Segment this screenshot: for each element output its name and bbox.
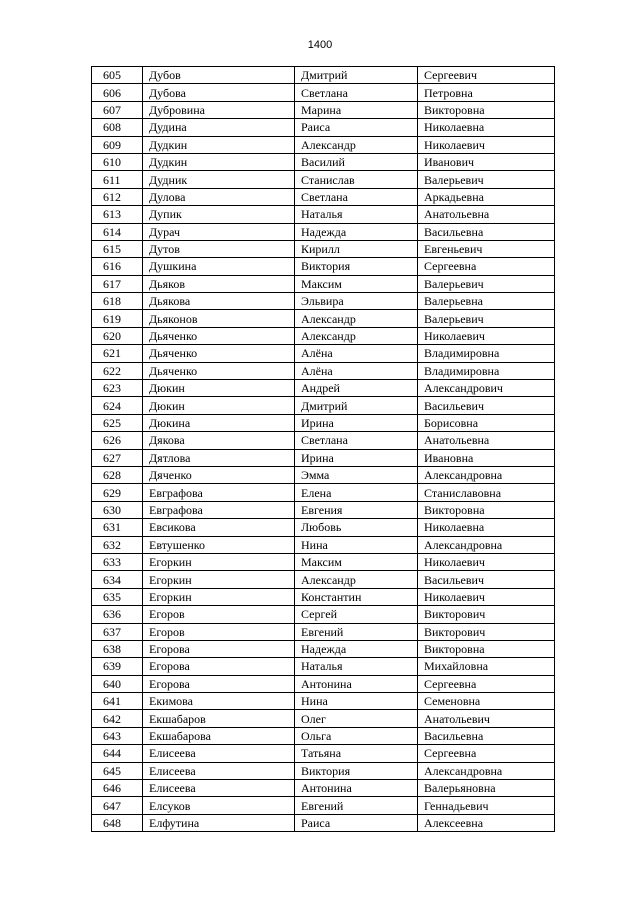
- last-name-cell: Дудкин: [143, 136, 295, 153]
- table-row: [92, 640, 555, 657]
- table-row: [92, 101, 555, 118]
- table-row: [92, 501, 555, 518]
- last-name-cell: Дубов: [143, 67, 295, 84]
- last-name-cell: Евтушенко: [143, 536, 295, 553]
- last-name-cell: Екшабарова: [143, 727, 295, 744]
- table-row: [92, 345, 555, 362]
- row-number-cell: 620: [92, 327, 143, 344]
- first-name-cell: Станислав: [295, 171, 418, 188]
- table-row: [92, 206, 555, 223]
- patronymic-cell: Владимировна: [418, 362, 555, 379]
- patronymic-cell: Анатольевна: [418, 206, 555, 223]
- patronymic-cell: Николаевич: [418, 136, 555, 153]
- row-number-cell: 644: [92, 745, 143, 762]
- row-number-cell: 637: [92, 623, 143, 640]
- patronymic-cell: Станиславовна: [418, 484, 555, 501]
- patronymic-cell: Николаевич: [418, 553, 555, 570]
- patronymic-cell: Викторович: [418, 623, 555, 640]
- last-name-cell: Егоркин: [143, 553, 295, 570]
- patronymic-cell: Сергеевна: [418, 675, 555, 692]
- row-number-cell: 605: [92, 67, 143, 84]
- first-name-cell: Ольга: [295, 727, 418, 744]
- first-name-cell: Алёна: [295, 345, 418, 362]
- patronymic-cell: Ивановна: [418, 449, 555, 466]
- table-row: [92, 432, 555, 449]
- first-name-cell: Светлана: [295, 84, 418, 101]
- patronymic-cell: Викторовна: [418, 640, 555, 657]
- patronymic-cell: Васильевна: [418, 223, 555, 240]
- first-name-cell: Константин: [295, 588, 418, 605]
- row-number-cell: 634: [92, 571, 143, 588]
- patronymic-cell: Сергеевна: [418, 258, 555, 275]
- last-name-cell: Дякова: [143, 432, 295, 449]
- last-name-cell: Дудник: [143, 171, 295, 188]
- table-row: [92, 727, 555, 744]
- first-name-cell: Светлана: [295, 432, 418, 449]
- row-number-cell: 648: [92, 814, 143, 831]
- first-name-cell: Наталья: [295, 206, 418, 223]
- first-name-cell: Олег: [295, 710, 418, 727]
- last-name-cell: Дутов: [143, 240, 295, 257]
- patronymic-cell: Викторовна: [418, 501, 555, 518]
- table-row: [92, 675, 555, 692]
- table-row: [92, 362, 555, 379]
- patronymic-cell: Александрович: [418, 380, 555, 397]
- patronymic-cell: Анатольевна: [418, 432, 555, 449]
- table-row: [92, 571, 555, 588]
- table-row: [92, 536, 555, 553]
- last-name-cell: Дубровина: [143, 101, 295, 118]
- row-number-cell: 623: [92, 380, 143, 397]
- last-name-cell: Душкина: [143, 258, 295, 275]
- row-number-cell: 641: [92, 693, 143, 710]
- row-number-cell: 639: [92, 658, 143, 675]
- patronymic-cell: Евгеньевич: [418, 240, 555, 257]
- patronymic-cell: Александровна: [418, 466, 555, 483]
- row-number-cell: 640: [92, 675, 143, 692]
- row-number-cell: 636: [92, 606, 143, 623]
- table-row: [92, 814, 555, 831]
- row-number-cell: 622: [92, 362, 143, 379]
- table-row: [92, 745, 555, 762]
- first-name-cell: Светлана: [295, 188, 418, 205]
- table-row: [92, 484, 555, 501]
- first-name-cell: Максим: [295, 553, 418, 570]
- patronymic-cell: Викторовна: [418, 101, 555, 118]
- row-number-cell: 614: [92, 223, 143, 240]
- first-name-cell: Надежда: [295, 223, 418, 240]
- first-name-cell: Василий: [295, 153, 418, 170]
- row-number-cell: 647: [92, 797, 143, 814]
- row-number-cell: 630: [92, 501, 143, 518]
- first-name-cell: Александр: [295, 571, 418, 588]
- table-row: [92, 449, 555, 466]
- patronymic-cell: Валерьяновна: [418, 780, 555, 797]
- table-row: [92, 67, 555, 84]
- table-row: [92, 380, 555, 397]
- patronymic-cell: Валерьевна: [418, 293, 555, 310]
- patronymic-cell: Валерьевич: [418, 275, 555, 292]
- first-name-cell: Ирина: [295, 449, 418, 466]
- row-number-cell: 629: [92, 484, 143, 501]
- patronymic-cell: Михайловна: [418, 658, 555, 675]
- first-name-cell: Татьяна: [295, 745, 418, 762]
- last-name-cell: Егоркин: [143, 588, 295, 605]
- last-name-cell: Елисеева: [143, 745, 295, 762]
- patronymic-cell: Борисовна: [418, 414, 555, 431]
- row-number-cell: 627: [92, 449, 143, 466]
- row-number-cell: 611: [92, 171, 143, 188]
- last-name-cell: Елфутина: [143, 814, 295, 831]
- last-name-cell: Егоров: [143, 606, 295, 623]
- first-name-cell: Дмитрий: [295, 397, 418, 414]
- row-number-cell: 625: [92, 414, 143, 431]
- first-name-cell: Наталья: [295, 658, 418, 675]
- last-name-cell: Евграфова: [143, 484, 295, 501]
- row-number-cell: 613: [92, 206, 143, 223]
- table-row: [92, 414, 555, 431]
- last-name-cell: Егорова: [143, 640, 295, 657]
- row-number-cell: 615: [92, 240, 143, 257]
- table-row: [92, 658, 555, 675]
- table-row: [92, 188, 555, 205]
- patronymic-cell: Петровна: [418, 84, 555, 101]
- first-name-cell: Елена: [295, 484, 418, 501]
- last-name-cell: Дьяконов: [143, 310, 295, 327]
- table-row: [92, 240, 555, 257]
- row-number-cell: 618: [92, 293, 143, 310]
- row-number-cell: 642: [92, 710, 143, 727]
- row-number-cell: 628: [92, 466, 143, 483]
- first-name-cell: Евгения: [295, 501, 418, 518]
- row-number-cell: 609: [92, 136, 143, 153]
- first-name-cell: Евгений: [295, 623, 418, 640]
- last-name-cell: Егоров: [143, 623, 295, 640]
- patronymic-cell: Анатольевич: [418, 710, 555, 727]
- last-name-cell: Елисеева: [143, 762, 295, 779]
- first-name-cell: Виктория: [295, 762, 418, 779]
- first-name-cell: Раиса: [295, 119, 418, 136]
- last-name-cell: Дяченко: [143, 466, 295, 483]
- last-name-cell: Дупик: [143, 206, 295, 223]
- last-name-cell: Дьяченко: [143, 345, 295, 362]
- table-row: [92, 710, 555, 727]
- patronymic-cell: Семеновна: [418, 693, 555, 710]
- first-name-cell: Эльвира: [295, 293, 418, 310]
- first-name-cell: Кирилл: [295, 240, 418, 257]
- page-number: 1400: [307, 39, 333, 51]
- first-name-cell: Максим: [295, 275, 418, 292]
- first-name-cell: Марина: [295, 101, 418, 118]
- patronymic-cell: Владимировна: [418, 345, 555, 362]
- row-number-cell: 632: [92, 536, 143, 553]
- last-name-cell: Егоркин: [143, 571, 295, 588]
- first-name-cell: Александр: [295, 136, 418, 153]
- row-number-cell: 608: [92, 119, 143, 136]
- table-row: [92, 588, 555, 605]
- patronymic-cell: Николаевна: [418, 519, 555, 536]
- last-name-cell: Екшабаров: [143, 710, 295, 727]
- row-number-cell: 607: [92, 101, 143, 118]
- patronymic-cell: Сергеевна: [418, 745, 555, 762]
- row-number-cell: 619: [92, 310, 143, 327]
- first-name-cell: Раиса: [295, 814, 418, 831]
- first-name-cell: Эмма: [295, 466, 418, 483]
- table-row: [92, 762, 555, 779]
- table-row: [92, 275, 555, 292]
- row-number-cell: 616: [92, 258, 143, 275]
- table-row: [92, 171, 555, 188]
- first-name-cell: Александр: [295, 327, 418, 344]
- patronymic-cell: Иванович: [418, 153, 555, 170]
- table-row: [92, 293, 555, 310]
- last-name-cell: Елсуков: [143, 797, 295, 814]
- first-name-cell: Нина: [295, 536, 418, 553]
- patronymic-cell: Николаевич: [418, 588, 555, 605]
- table-row: [92, 797, 555, 814]
- patronymic-cell: Николаевна: [418, 119, 555, 136]
- last-name-cell: Дьяченко: [143, 327, 295, 344]
- table-row: [92, 136, 555, 153]
- patronymic-cell: Алексеевна: [418, 814, 555, 831]
- row-number-cell: 606: [92, 84, 143, 101]
- table-row: [92, 553, 555, 570]
- row-number-cell: 621: [92, 345, 143, 362]
- first-name-cell: Евгений: [295, 797, 418, 814]
- row-number-cell: 624: [92, 397, 143, 414]
- last-name-cell: Евграфова: [143, 501, 295, 518]
- table-row: [92, 780, 555, 797]
- table-row: [92, 623, 555, 640]
- first-name-cell: Сергей: [295, 606, 418, 623]
- row-number-cell: 638: [92, 640, 143, 657]
- table-row: [92, 466, 555, 483]
- patronymic-cell: Александровна: [418, 762, 555, 779]
- row-number-cell: 631: [92, 519, 143, 536]
- first-name-cell: Алёна: [295, 362, 418, 379]
- last-name-cell: Елисеева: [143, 780, 295, 797]
- first-name-cell: Антонина: [295, 780, 418, 797]
- first-name-cell: Александр: [295, 310, 418, 327]
- first-name-cell: Любовь: [295, 519, 418, 536]
- first-name-cell: Надежда: [295, 640, 418, 657]
- patronymic-cell: Николаевич: [418, 327, 555, 344]
- table-row: [92, 84, 555, 101]
- patronymic-cell: Викторович: [418, 606, 555, 623]
- table-row: [92, 258, 555, 275]
- last-name-cell: Дюкин: [143, 380, 295, 397]
- row-number-cell: 617: [92, 275, 143, 292]
- roster-table: [91, 66, 555, 832]
- patronymic-cell: Аркадьевна: [418, 188, 555, 205]
- row-number-cell: 610: [92, 153, 143, 170]
- row-number-cell: 626: [92, 432, 143, 449]
- row-number-cell: 635: [92, 588, 143, 605]
- table-row: [92, 310, 555, 327]
- row-number-cell: 646: [92, 780, 143, 797]
- table-row: [92, 223, 555, 240]
- last-name-cell: Дюкина: [143, 414, 295, 431]
- roster-table-body: [92, 67, 555, 832]
- row-number-cell: 645: [92, 762, 143, 779]
- last-name-cell: Дубова: [143, 84, 295, 101]
- last-name-cell: Дюкин: [143, 397, 295, 414]
- row-number-cell: 643: [92, 727, 143, 744]
- first-name-cell: Дмитрий: [295, 67, 418, 84]
- table-row: [92, 327, 555, 344]
- first-name-cell: Ирина: [295, 414, 418, 431]
- table-row: [92, 153, 555, 170]
- first-name-cell: Нина: [295, 693, 418, 710]
- last-name-cell: Егорова: [143, 675, 295, 692]
- table-row: [92, 119, 555, 136]
- last-name-cell: Егорова: [143, 658, 295, 675]
- last-name-cell: Дудкин: [143, 153, 295, 170]
- row-number-cell: 633: [92, 553, 143, 570]
- last-name-cell: Дьяченко: [143, 362, 295, 379]
- table-row: [92, 606, 555, 623]
- last-name-cell: Дятлова: [143, 449, 295, 466]
- patronymic-cell: Валерьевич: [418, 310, 555, 327]
- last-name-cell: Дудина: [143, 119, 295, 136]
- row-number-cell: 612: [92, 188, 143, 205]
- last-name-cell: Дурач: [143, 223, 295, 240]
- patronymic-cell: Александровна: [418, 536, 555, 553]
- patronymic-cell: Валерьевич: [418, 171, 555, 188]
- last-name-cell: Дьякова: [143, 293, 295, 310]
- patronymic-cell: Геннадьевич: [418, 797, 555, 814]
- first-name-cell: Андрей: [295, 380, 418, 397]
- last-name-cell: Дьяков: [143, 275, 295, 292]
- table-row: [92, 397, 555, 414]
- patronymic-cell: Васильевна: [418, 727, 555, 744]
- table-row: [92, 519, 555, 536]
- first-name-cell: Антонина: [295, 675, 418, 692]
- last-name-cell: Дулова: [143, 188, 295, 205]
- patronymic-cell: Васильевич: [418, 571, 555, 588]
- first-name-cell: Виктория: [295, 258, 418, 275]
- table-row: [92, 693, 555, 710]
- patronymic-cell: Васильевич: [418, 397, 555, 414]
- last-name-cell: Екимова: [143, 693, 295, 710]
- patronymic-cell: Сергеевич: [418, 67, 555, 84]
- last-name-cell: Евсикова: [143, 519, 295, 536]
